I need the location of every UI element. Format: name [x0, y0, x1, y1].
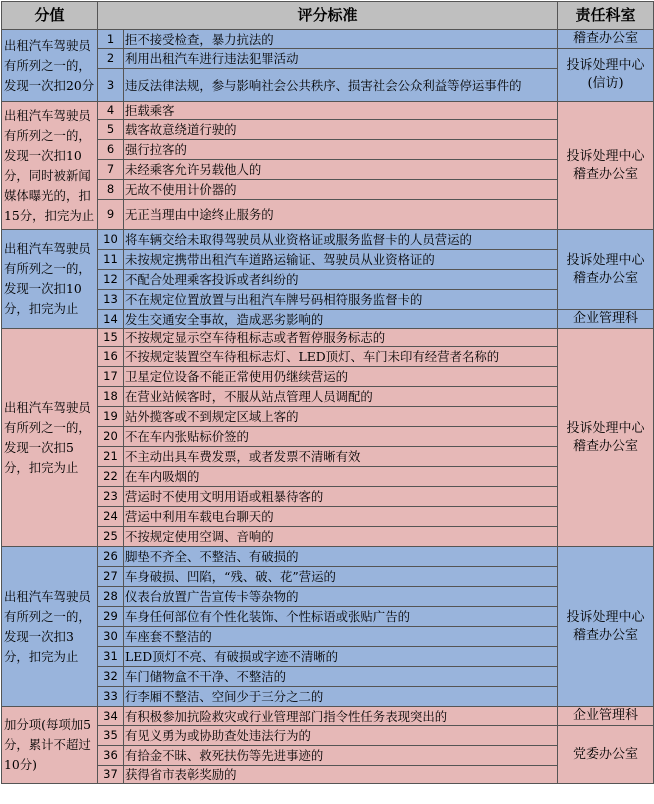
group-score-rule: 出租汽车驾驶员有所列之一的，发现一次扣10分，同时被新闻媒体曝光的，扣15分，扣完为止 [2, 102, 98, 230]
table-row [2, 726, 654, 746]
department-name: 企业管理科 [573, 708, 639, 723]
item-criterion: 将车辆交给未取得驾驶员从业资格证或服务监督卡的人员营运的 [124, 230, 558, 250]
item-criterion: 车座套不整洁的 [124, 627, 558, 647]
item-number: 10 [98, 230, 124, 250]
table-row [2, 329, 654, 347]
department-name: 稽查办公室 [573, 31, 639, 46]
item-criterion: 不主动出具车费发票，或者发票不清晰有效 [124, 447, 558, 467]
item-criterion: 无故不使用计价器的 [124, 180, 558, 200]
table-row [2, 290, 654, 310]
table-row [2, 180, 654, 200]
item-criterion: 不配合处理乘客投诉或者纠纷的 [124, 270, 558, 290]
scoring-table [1, 1, 654, 784]
table-row [2, 607, 654, 627]
item-number: 9 [98, 200, 124, 230]
department-name: 稽查办公室 [573, 270, 639, 286]
item-number: 15 [98, 329, 124, 347]
department-name: 投诉处理中心 [566, 609, 645, 625]
item-criterion: 脚垫不齐全、不整洁、有破损的 [124, 547, 558, 567]
item-number: 14 [98, 310, 124, 329]
table-row [2, 707, 654, 726]
department-name: 投诉处理中心 [566, 420, 645, 436]
responsible-department [558, 726, 654, 784]
item-criterion: 站外揽客或不到规定区域上客的 [124, 407, 558, 427]
table-row [2, 102, 654, 120]
table-row [2, 647, 654, 667]
department-name: 投诉处理中心 [566, 58, 645, 73]
item-number: 7 [98, 160, 124, 180]
table-row [2, 200, 654, 230]
item-criterion: 强行拉客的 [124, 140, 558, 160]
group-score-rule: 出租汽车驾驶员有所列之一的，发现一次扣20分 [2, 30, 98, 102]
department-name: 稽查办公室 [573, 166, 639, 182]
table-row [2, 120, 654, 140]
department-name: 党委办公室 [573, 746, 639, 762]
table-row [2, 310, 654, 329]
item-criterion: 车身任何部位有个性化装饰、个性标语或张贴广告的 [124, 607, 558, 627]
responsible-department [558, 329, 654, 547]
item-number: 24 [98, 507, 124, 527]
responsible-department [558, 547, 654, 707]
table-row [2, 427, 654, 447]
item-criterion: 拒载乘客 [124, 102, 558, 120]
item-criterion: 有积极参加抗险救灾或行业管理部门指令性任务表现突出的 [124, 707, 558, 726]
item-criterion: 有拾金不昧、救死扶伤等先进事迹的 [124, 746, 558, 766]
table-row [2, 140, 654, 160]
table-row [2, 230, 654, 250]
item-criterion: 发生交通安全事故，造成恶劣影响的 [124, 310, 558, 329]
item-number: 12 [98, 270, 124, 290]
item-criterion: 无正当理由中途终止服务的 [124, 200, 558, 230]
item-number: 4 [98, 102, 124, 120]
department-name: 企业管理科 [573, 311, 639, 326]
group-score-rule: 出租汽车驾驶员有所列之一的，发现一次扣10分，扣完为止 [2, 230, 98, 329]
item-number: 21 [98, 447, 124, 467]
item-number: 3 [98, 69, 124, 102]
table-row [2, 746, 654, 766]
department-name: 投诉处理中心 [566, 148, 645, 164]
item-criterion: 仪表台放置广告宣传卡等杂物的 [124, 587, 558, 607]
table-row [2, 567, 654, 587]
responsible-department [558, 30, 654, 49]
item-number: 22 [98, 467, 124, 487]
table-row [2, 407, 654, 427]
department-name: (信访) [587, 76, 624, 91]
table-row [2, 367, 654, 387]
table-row [2, 527, 654, 547]
responsible-department [558, 230, 654, 310]
responsible-department [558, 707, 654, 726]
item-criterion: 车身破损、凹陷，“残、破、花”营运的 [124, 567, 558, 587]
item-criterion: 不按规定显示空车待租标志或者暂停服务标志的 [124, 329, 558, 347]
item-number: 32 [98, 667, 124, 687]
item-number: 34 [98, 707, 124, 726]
item-number: 36 [98, 746, 124, 766]
item-number: 33 [98, 687, 124, 707]
table-row [2, 250, 654, 270]
item-criterion: 利用出租汽车进行违法犯罪活动 [124, 49, 558, 69]
item-number: 18 [98, 387, 124, 407]
group-score-rule: 出租汽车驾驶员有所列之一的，发现一次扣5分，扣完为止 [2, 329, 98, 547]
item-number: 2 [98, 49, 124, 69]
item-criterion: 营运中利用车载电台聊天的 [124, 507, 558, 527]
department-name: 稽查办公室 [573, 627, 639, 643]
item-number: 5 [98, 120, 124, 140]
table-row [2, 587, 654, 607]
item-number: 19 [98, 407, 124, 427]
item-criterion: 违反法律法规，参与影响社会公共秩序、损害社会公众利益等停运事件的 [124, 69, 558, 102]
table-row [2, 766, 654, 784]
table-row [2, 270, 654, 290]
header-department: 责任科室 [558, 2, 654, 30]
item-number: 31 [98, 647, 124, 667]
table-row [2, 487, 654, 507]
table-row [2, 467, 654, 487]
item-criterion: LED顶灯不亮、有破损或字迹不清晰的 [124, 647, 558, 667]
item-criterion: 有见义勇为或协助查处违法行为的 [124, 726, 558, 746]
item-criterion: 载客故意绕道行驶的 [124, 120, 558, 140]
table-body [2, 30, 654, 784]
item-criterion: 不按规定装置空车待租标志灯、LED顶灯、车门未印有经营者名称的 [124, 347, 558, 367]
item-number: 1 [98, 30, 124, 49]
item-number: 26 [98, 547, 124, 567]
item-criterion: 行李厢不整洁、空间少于三分之二的 [124, 687, 558, 707]
header-criteria: 评分标准 [98, 2, 558, 30]
group-score-rule: 加分项(每项加5分，累计不超过10分) [2, 707, 98, 784]
item-criterion: 未按规定携带出租汽车道路运输证、驾驶员从业资格证的 [124, 250, 558, 270]
item-criterion: 在营业站候客时，不服从站点管理人员调配的 [124, 387, 558, 407]
item-number: 16 [98, 347, 124, 367]
item-number: 28 [98, 587, 124, 607]
table-row [2, 507, 654, 527]
table-row [2, 447, 654, 467]
item-number: 29 [98, 607, 124, 627]
item-number: 8 [98, 180, 124, 200]
responsible-department [558, 49, 654, 102]
item-criterion: 营运时不使用文明用语或粗暴待客的 [124, 487, 558, 507]
item-number: 27 [98, 567, 124, 587]
table-row [2, 30, 654, 49]
item-criterion: 车门储物盒不干净、不整洁的 [124, 667, 558, 687]
table-row [2, 687, 654, 707]
table-row [2, 49, 654, 69]
table-row [2, 69, 654, 102]
item-number: 13 [98, 290, 124, 310]
item-number: 25 [98, 527, 124, 547]
header-row [2, 2, 654, 30]
item-number: 11 [98, 250, 124, 270]
item-criterion: 不在车内张贴标价签的 [124, 427, 558, 447]
item-number: 35 [98, 726, 124, 746]
item-criterion: 不按规定使用空调、音响的 [124, 527, 558, 547]
group-score-rule: 出租汽车驾驶员有所列之一的，发现一次扣3分，扣完为止 [2, 547, 98, 707]
table-row [2, 160, 654, 180]
header-score: 分值 [2, 2, 98, 30]
item-number: 17 [98, 367, 124, 387]
responsible-department [558, 310, 654, 329]
item-number: 20 [98, 427, 124, 447]
item-criterion: 获得省市表彰奖励的 [124, 766, 558, 784]
table-row [2, 547, 654, 567]
table-row [2, 627, 654, 647]
item-number: 6 [98, 140, 124, 160]
table-row [2, 667, 654, 687]
item-number: 23 [98, 487, 124, 507]
item-number: 30 [98, 627, 124, 647]
item-criterion: 未经乘客允许另载他人的 [124, 160, 558, 180]
item-criterion: 在车内吸烟的 [124, 467, 558, 487]
item-criterion: 不在规定位置放置与出租汽车牌号码相符服务监督卡的 [124, 290, 558, 310]
table-row [2, 347, 654, 367]
department-name: 稽查办公室 [573, 438, 639, 454]
table-row [2, 387, 654, 407]
department-name: 投诉处理中心 [566, 252, 645, 268]
item-criterion: 拒不接受检查，暴力抗法的 [124, 30, 558, 49]
responsible-department [558, 102, 654, 230]
item-number: 37 [98, 766, 124, 784]
item-criterion: 卫星定位设备不能正常使用仍继续营运的 [124, 367, 558, 387]
